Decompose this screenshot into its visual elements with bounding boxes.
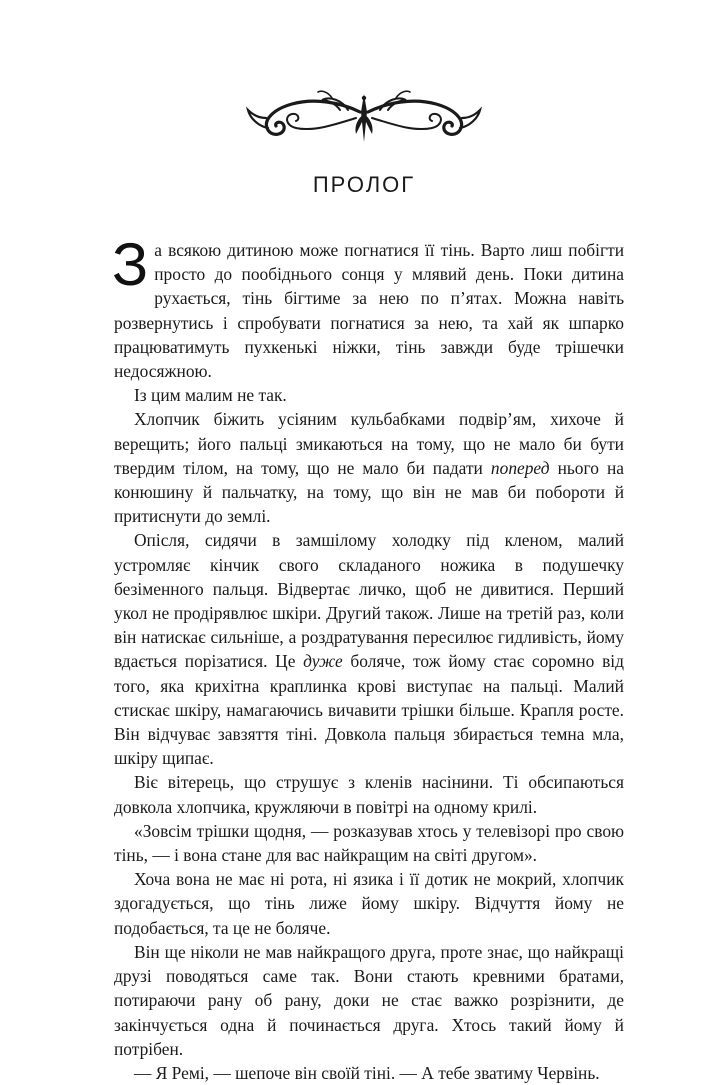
- paragraph-4: Опісля, сидячи в замшілому холодку під кленом, малий устромляє кінчик свого складаного ножика в подушечку безіменного пальця. Відвертає личко, щоб не дивитися. Перший укол не продірявлює шкіри. Другий також. Лише на третій раз, коли він натискає сильніше, а роздратування пересилює гидливість, йому вдається порізатися. Це дуже боляче, тож йому стає соромно від того, яка крихітна краплинка крові виступає на пальці. Малий стискає шкіру, намагаючись вичавити трішки більше. Крапля росте. Він відчуває завзяття тіні. Довкола пальця збирається темна мла, шкіру щипає.: [114, 530, 624, 769]
- paragraph-8: Він ще ніколи не мав найкращого друга, проте знає, що найкращі друзі поводяться саме так. Вони стають кревними братами, потираючи рану об рану, доки не стає важко розрізнити, де закінчується одна й починається друга. Хтось такий йому й потрібен.: [114, 941, 624, 1059]
- emphasis: поперед: [490, 457, 550, 478]
- paragraph-7: Хоча вона не має ні рота, ні язика і її дотик не мокрий, хлопчик здогадується, що тінь лиже йому шкіру. Відчуття йому не подобається, та це не боляче.: [114, 869, 624, 938]
- chapter-body: [112, 231, 624, 1085]
- paragraph-1: З а всякою дитиною може погнатися її тінь. Варто лиш побігти просто до пообіднього сонця у млявий день. Поки дитина рухається, тінь бігтиме за нею по п’ятах. Можна навіть розвернутись і спробувати погнатися за нею, та хай як шпарко працюватимуть пухкенькі ніжки, тінь завжди буде трішечки недосяжною.: [112, 231, 624, 382]
- drop-cap: З: [112, 231, 149, 298]
- paragraph-9: — Я Ремі, — шепоче він своїй тіні. — А тебе зватиму Червінь.: [134, 1062, 600, 1083]
- paragraph-3: Хлопчик біжить усіяним кульбабками подвір’ям, хихоче й верещить; його пальці змикаються на тому, що не мало би бути твердим тілом, на тому, що не мало би падати поперед нього на конюшину й пальчатку, на тому, що він не мав би побороти й притиснути до землі.: [114, 409, 624, 527]
- paragraph-6: «Зовсім трішки щодня, — розказував хтось у телевізорі про свою тінь, — і вона стане для вас найкращим на світі другом».: [114, 820, 624, 866]
- paragraph-5: Віє вітерець, що струшує з кленів насінини. Ті обсипаються довкола хлопчика, кружляючи в повітрі на одному крилі.: [114, 772, 624, 817]
- decorative-flourish-icon: [244, 88, 484, 146]
- chapter-title: ПРОЛОГ: [312, 172, 416, 197]
- paragraph-2: Із цим малим не так.: [134, 385, 287, 406]
- emphasis: дуже: [303, 651, 343, 672]
